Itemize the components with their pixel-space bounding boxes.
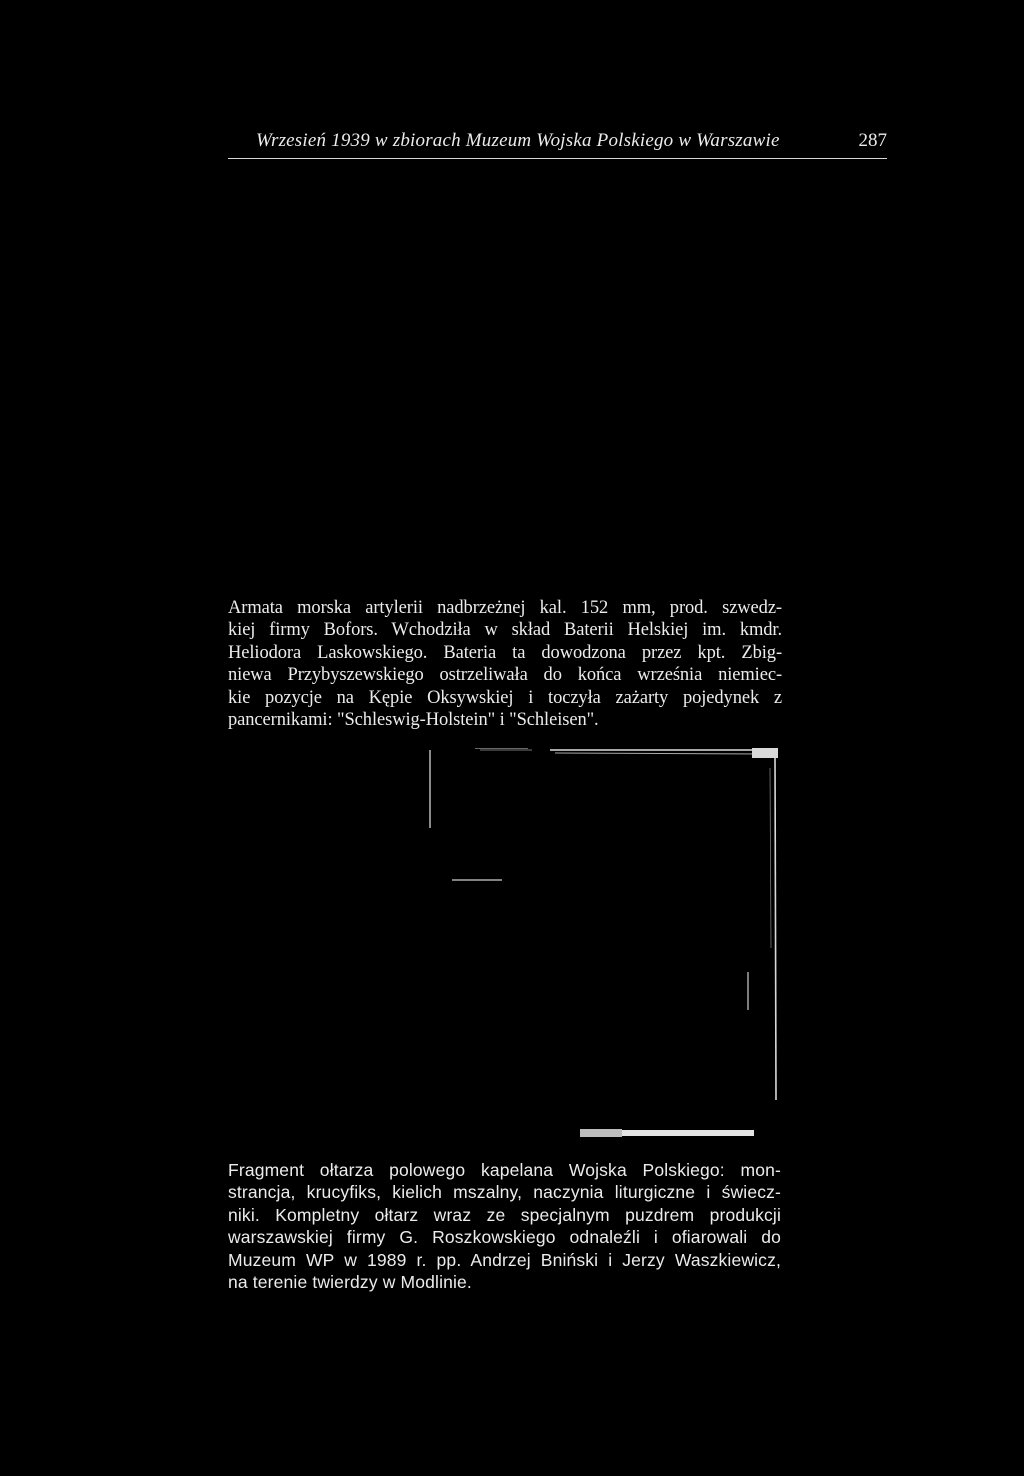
caption-naval-gun: [228, 597, 782, 731]
caption-field-altar: [228, 1159, 781, 1293]
caption-line: Armata morska artylerii nadbrzeżnej kal. 152 mm, prod. szwedz-: [228, 598, 782, 618]
frame-smudge: [580, 1129, 622, 1137]
frame-artifacts: [420, 748, 782, 1142]
page-number: 287: [858, 130, 887, 151]
caption-line: pancernikami: "Schleswig-Holstein" i "Schleisen".: [228, 709, 599, 730]
caption-line: niewa Przybyszewskiego ostrzeliwała do końca września niemiec-: [228, 665, 782, 686]
frame-line: [775, 754, 776, 1100]
caption-line: Muzeum WP w 1989 r. pp. Andrzej Bniński i Jerzy Waszkiewicz,: [228, 1249, 781, 1270]
caption-line: kie pozycje na Kępie Oksywskiej i toczyła zażarty pojedynek z: [228, 687, 782, 708]
caption-line: kiej firmy Bofors. Wchodziła w skład Baterii Helskiej im. kmdr.: [228, 620, 782, 641]
photo-frame-remnants: [420, 748, 782, 1142]
frame-line: [555, 753, 770, 754]
caption-line: niki. Kompletny ołtarz wraz ze specjalnym puzdrem produkcji: [228, 1204, 781, 1225]
frame-line: [770, 768, 771, 948]
caption-line: Heliodora Laskowskiego. Bateria ta dowodzona przez kpt. Zbig-: [228, 642, 782, 663]
caption-line: Fragment ołtarza polowego kapelana Wojska Polskiego: mon-: [228, 1160, 781, 1180]
caption-line: warszawskiej firmy G. Roszkowskiego odnaleźli i ofiarowali do: [228, 1227, 781, 1248]
caption-line: strancja, krucyfiks, kielich mszalny, naczynia liturgiczne i świecz-: [228, 1182, 781, 1203]
header-title: Wrzesień 1939 w zbiorach Muzeum Wojska Polskiego w Warszawie: [256, 130, 780, 151]
frame-corner: [752, 748, 778, 758]
running-header: [228, 128, 887, 158]
caption-line: na terenie twierdzy w Modlinie.: [228, 1271, 472, 1292]
header-rule: [228, 158, 887, 159]
